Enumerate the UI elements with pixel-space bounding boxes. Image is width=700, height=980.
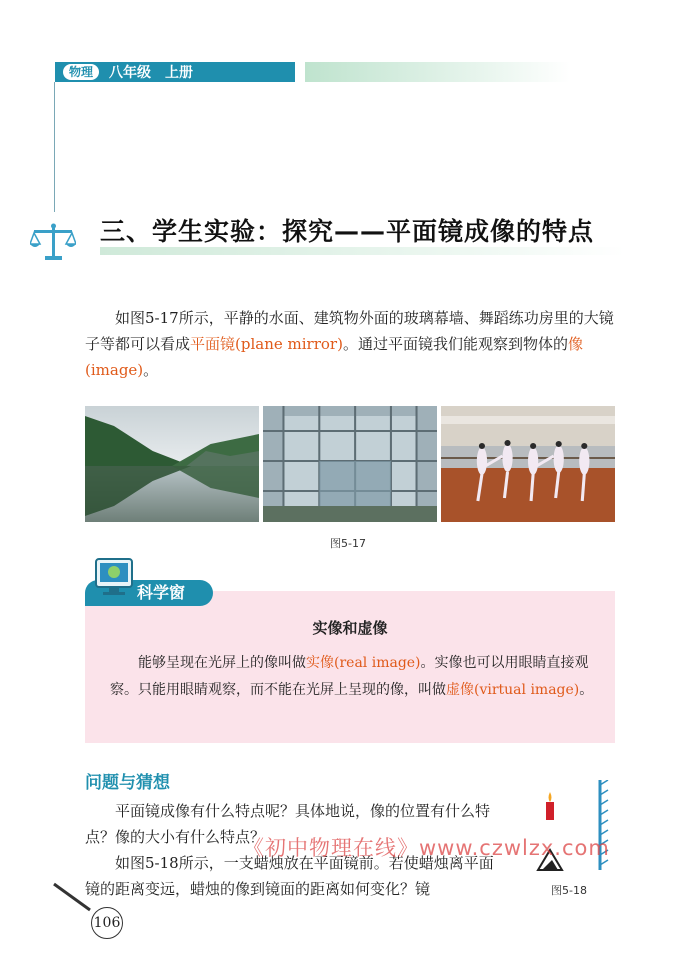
- science-window-tab: 科学窗: [85, 580, 213, 606]
- dance-studio-photo: [441, 406, 615, 522]
- page-number: 106: [91, 907, 123, 939]
- keyword-plane-mirror: 平面镜(plane mirror): [190, 335, 343, 353]
- figure-5-17-caption: 图5-17: [330, 537, 366, 550]
- glass-curtain-wall-photo: [263, 406, 437, 522]
- figure-5-17-photos: [85, 406, 615, 522]
- intro-text: 如图5-17所示，平静的水面、建筑物外面的玻璃幕墙、舞蹈练功房里的大镜子等都可以看成: [85, 309, 614, 353]
- section-title: 三、学生实验：探究——平面镜成像的特点: [100, 217, 595, 246]
- header-volume: 上册: [165, 65, 194, 81]
- intro-text: 。通过平面镜我们能观察到物体的: [342, 335, 568, 353]
- box-text: 。实像也可以用眼睛直接观察。只能用眼睛观察，而不能在光屏上呈现的像，叫做: [110, 655, 589, 698]
- figure-5-18-caption: 图5-18: [551, 884, 587, 897]
- keyword-image: 像(image): [85, 335, 583, 379]
- computer-monitor-icon: [93, 557, 139, 597]
- question-paragraph-2: 如图5-18所示，一支蜡烛放在平面镜前。若使蜡烛离平面镜的距离变远，蜡烛的像到镜面的距离如何变化？镜: [85, 854, 494, 898]
- question-heading: 问题与猜想: [85, 773, 170, 793]
- intro-paragraph: [85, 305, 615, 383]
- header-bar: [55, 62, 295, 82]
- science-window-text: [110, 650, 595, 704]
- lake-reflection-photo: [85, 406, 259, 522]
- question-paragraph-1: 平面镜成像有什么特点呢？具体地说，像的位置有什么特点？像的大小有什么特点？: [85, 802, 491, 846]
- title-underline: [100, 247, 625, 255]
- header-decoration: [305, 62, 570, 82]
- margin-line: [54, 82, 55, 212]
- science-window-title: 实像和虚像: [312, 619, 388, 637]
- box-text: 。: [579, 682, 594, 698]
- intro-text: 。: [143, 361, 159, 379]
- box-text: 能够呈现在光屏上的像叫做: [138, 655, 306, 671]
- header-grade: 八年级: [109, 65, 152, 81]
- header-subject: 物理: [63, 64, 99, 80]
- balance-scale-icon: [30, 222, 76, 262]
- keyword-real-image: 实像(real image): [306, 655, 421, 671]
- watermark: 《初中物理在线》www.czwlzx.com: [243, 836, 610, 860]
- keyword-virtual-image: 虚像(virtual image): [446, 682, 580, 698]
